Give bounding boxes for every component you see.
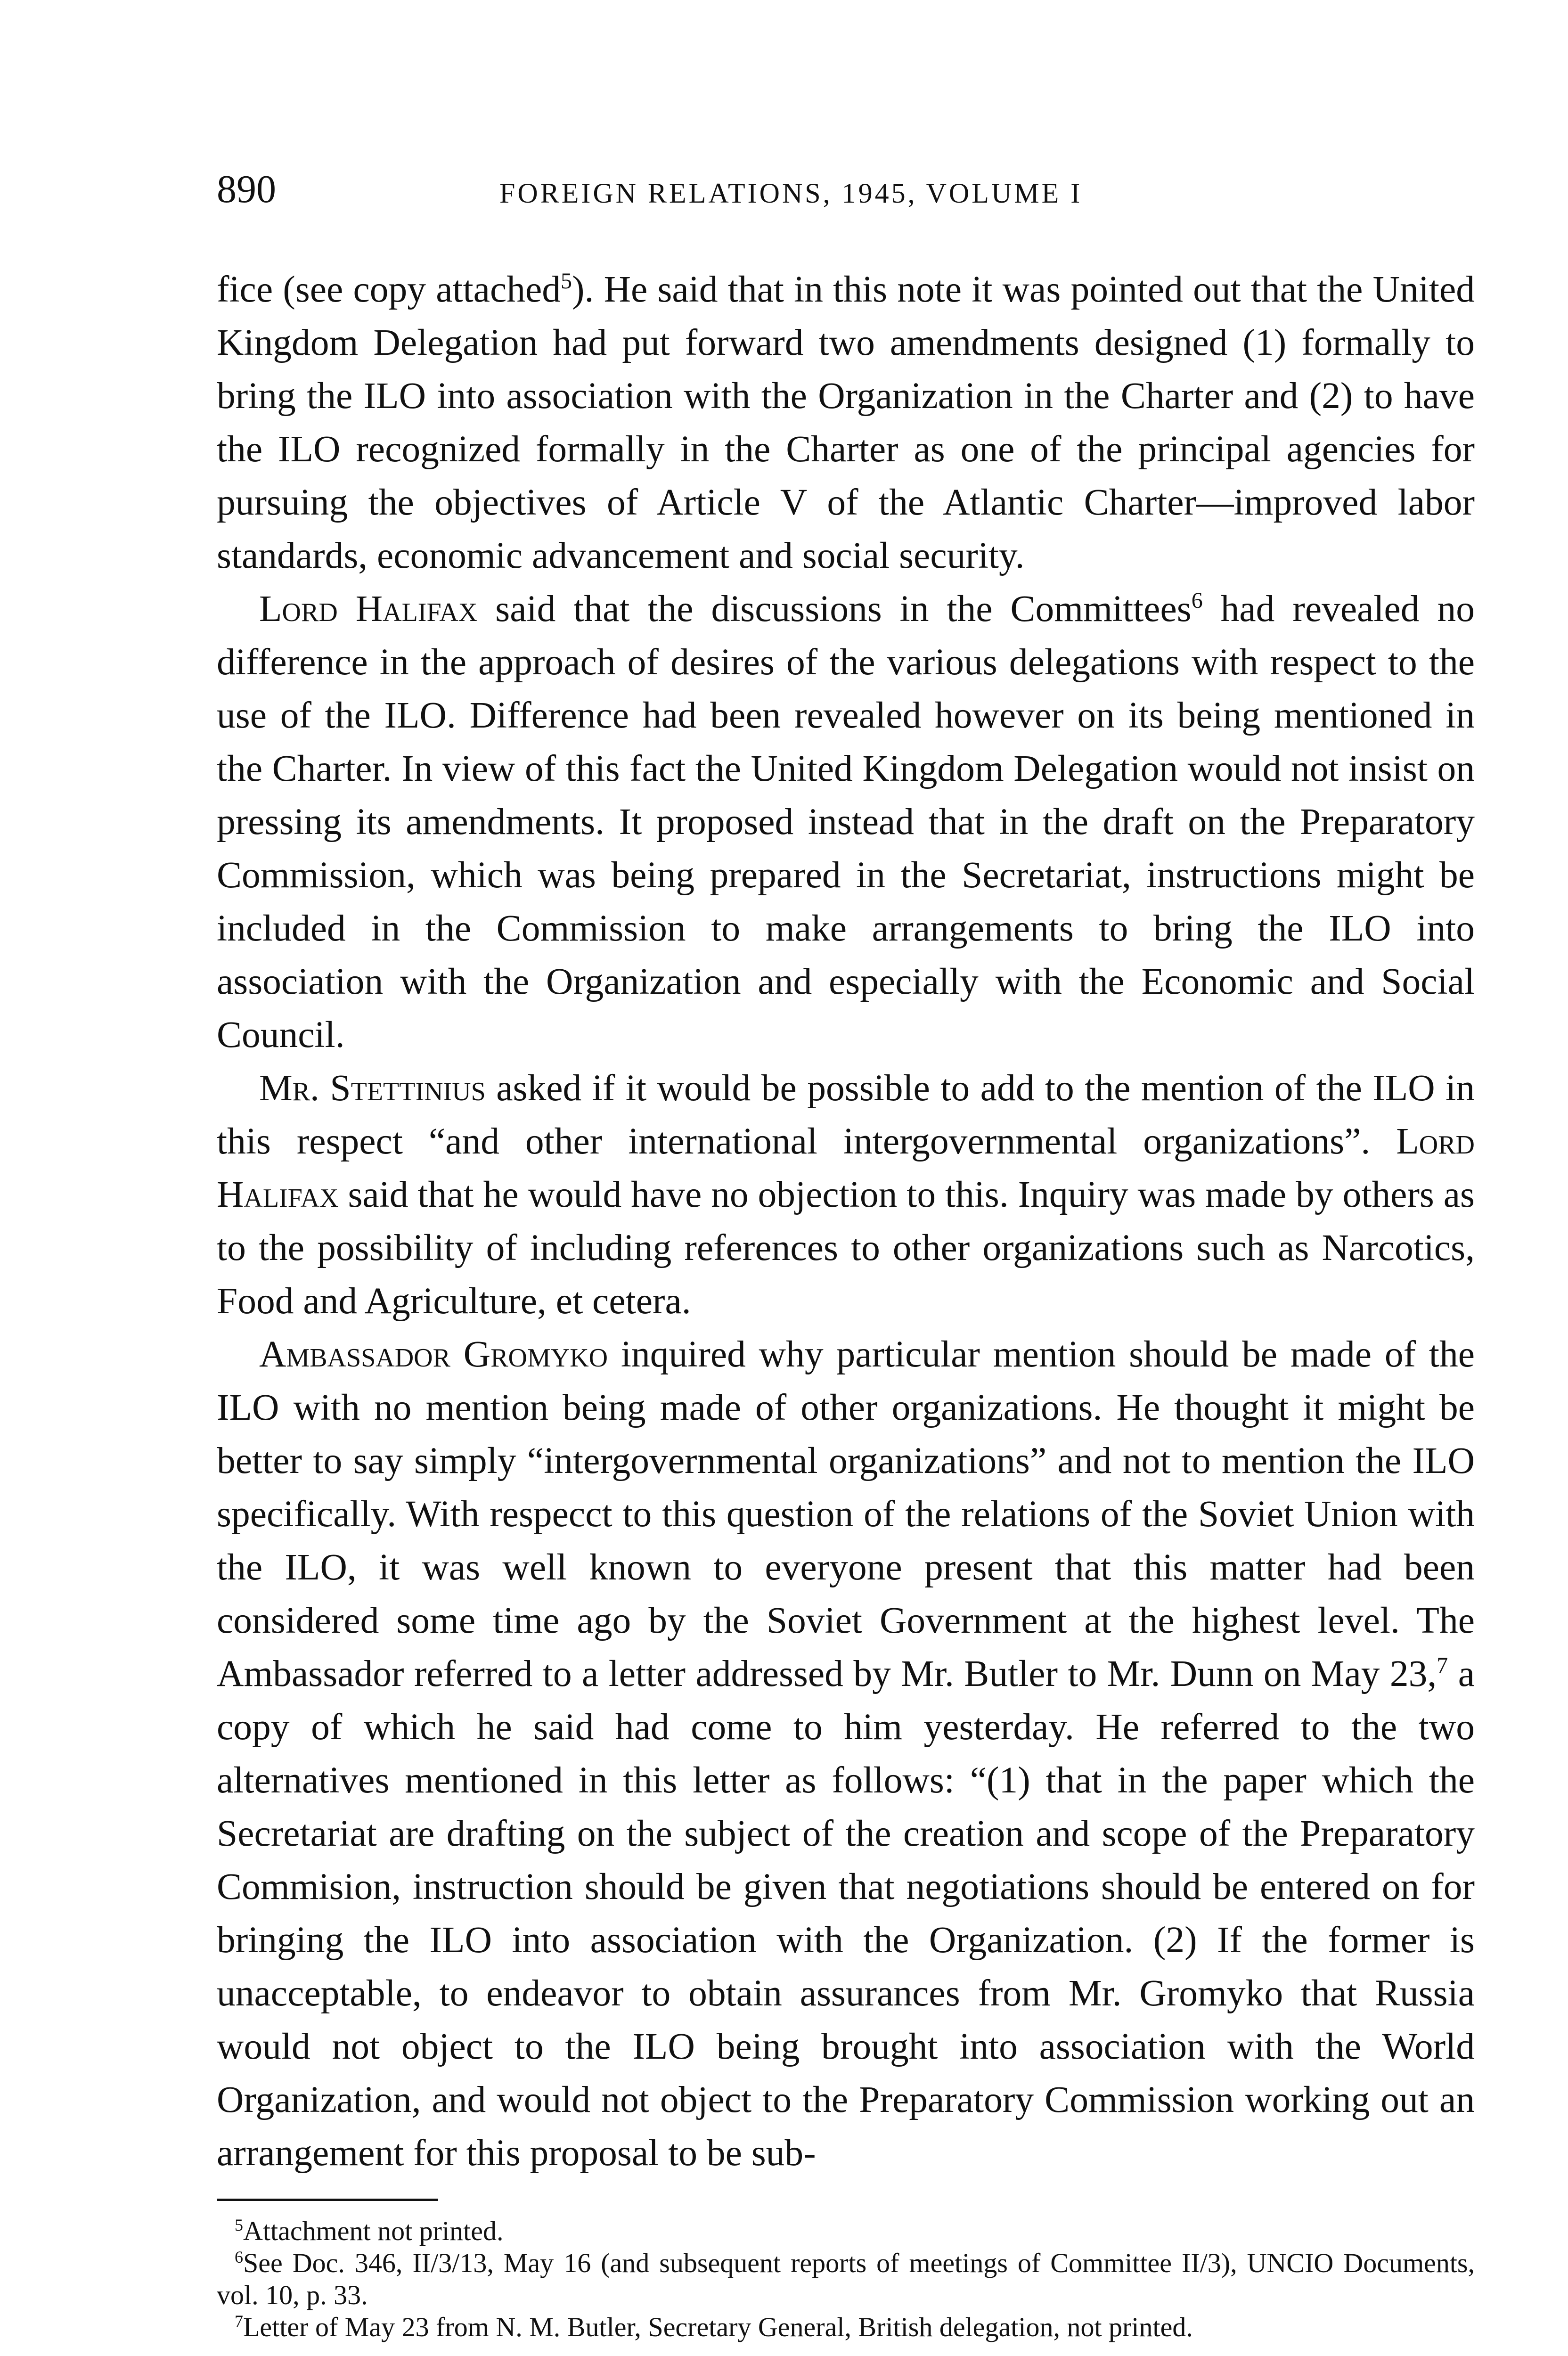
footnote-text: See Doc. 346, II/3/13, May 16 (and subsequent reports of meetings of Committee II/3), UNCIO Documents, vol. 10, p. 33. (217, 2248, 1475, 2310)
footnotes (217, 2215, 1475, 2343)
footnote-ref-5: 5 (561, 269, 572, 294)
page-number: 890 (217, 167, 276, 211)
footnote-text: Letter of May 23 from N. M. Butler, Secretary General, British delegation, not printed. (243, 2312, 1193, 2342)
paragraph-3 (217, 1062, 1475, 1328)
body-text (217, 263, 1475, 2180)
paragraph-2-text-a: said that the discussions in the Committees (477, 588, 1192, 630)
footnote-6 (217, 2247, 1475, 2311)
footnote-ref-7: 7 (1437, 1653, 1448, 1678)
footnote-mark: 5 (235, 2216, 243, 2234)
footnote-mark: 6 (235, 2248, 243, 2266)
speaker-lord-halifax: Lord Halifax (259, 588, 478, 630)
footnote-7 (217, 2311, 1475, 2343)
paragraph-4-text-b: a copy of which he said had come to him yesterday. He referred to the two alternatives mentioned in this letter as follows: “(1) that in the paper which the Secretariat are drafting on the subject of the creation and scope of the Preparatory Commision, instruction should be given that negotiations should be entered on for bringing the ILO into association with the Organization. (2) If the former is unacceptable, to endeavor to obtain assurances from Mr. Gromyko that Russia would not object to the ILO being brought into association with the World Organization, and would not object to the Preparatory Commission working out an arrangement for this proposal to be sub- (217, 1653, 1475, 2174)
running-head (217, 167, 1475, 226)
running-title: FOREIGN RELATIONS, 1945, VOLUME I (499, 178, 1083, 209)
footnote-ref-6: 6 (1191, 588, 1203, 613)
speaker-mr-stettinius: Mr. Stettinius (259, 1067, 486, 1109)
speaker-lord-halifax-2: Lord Halifax (217, 1121, 1475, 1215)
paragraph-2 (217, 582, 1475, 1062)
speaker-ambassador-gromyko: Ambassador Gromyko (259, 1333, 608, 1375)
paragraph-1 (217, 263, 1475, 582)
footnote-5 (217, 2215, 1475, 2247)
paragraph-4-text-a: inquired why particular mention should be made of the ILO with no mention being made of other organizations. He thought it might be better to say simply “intergovernmental organizations” and not to mention the ILO specifically. With respecct to this question of the relations of the Soviet Union with the ILO, it was well known to everyone present that this matter had been considered some time ago by the Soviet Government at the highest level. The Ambassador referred to a letter addressed by Mr. Butler to Mr. Dunn on May 23, (217, 1333, 1475, 1694)
paragraph-2-text-b: had revealed no difference in the approach of desires of the various delegations with respect to the use of the ILO. Difference had been revealed however on its being mentioned in the Charter. In view of this fact the United Kingdom Delegation would not insist on pressing its amendments. It proposed instead that in the draft on the Preparatory Commission, which was being prepared in the Secretariat, instructions might be included in the Commission to make arrangements to bring the ILO into association with the Organization and especially with the Economic and Social Council. (217, 588, 1475, 1055)
paragraph-3-text-b: said that he would have no objection to this. Inquiry was made by others as to the possibility of including references to other organizations such as Narcotics, Food and Agriculture, et cetera. (217, 1174, 1475, 1322)
paragraph-1-text-a: fice (see copy attached (217, 269, 561, 310)
footnote-rule (217, 2199, 438, 2201)
paragraph-3-text-a: asked if it would be possible to add to the mention of the ILO in this respect “and other international intergovernmental organizations”. (217, 1067, 1475, 1162)
footnote-text: Attachment not printed. (243, 2216, 504, 2246)
page (217, 167, 1475, 2343)
footnote-mark: 7 (235, 2312, 243, 2331)
paragraph-1-text-b: ). He said that in this note it was pointed out that the United Kingdom Delegation had put forward two amendments designed (1) formally to bring the ILO into association with the Organization in the Charter and (2) to have the ILO recognized formally in the Charter as one of the principal agencies for pursuing the objectives of Article V of the Atlantic Charter—improved labor standards, economic advancement and social security. (217, 269, 1475, 576)
paragraph-4 (217, 1328, 1475, 2180)
